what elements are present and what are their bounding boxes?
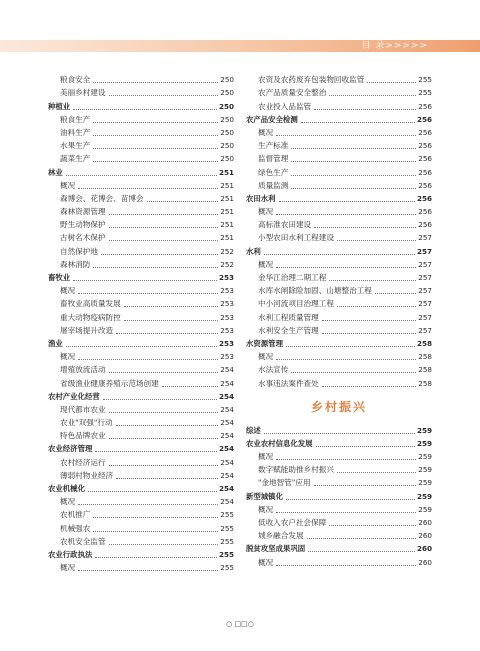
dot-leader <box>66 174 217 176</box>
dot-leader <box>78 503 218 505</box>
toc-entry-title: 森林消防 <box>60 259 91 269</box>
dot-leader <box>276 564 416 566</box>
toc-entry[interactable] <box>48 403 234 416</box>
toc-right-bottom-list <box>246 424 432 569</box>
toc-entry-page: 251 <box>220 207 234 217</box>
dot-leader <box>78 358 218 360</box>
toc-entry-page: 259 <box>418 465 432 475</box>
dot-leader <box>276 358 416 360</box>
toc-section-entry[interactable] <box>246 192 432 205</box>
toc-entry-page: 254 <box>218 444 234 454</box>
toc-entry[interactable] <box>246 450 432 463</box>
toc-entry-title: 质量监测 <box>258 180 289 190</box>
toc-entry-title: 综述 <box>246 425 261 435</box>
toc-entry-title: 概况 <box>258 207 274 217</box>
toc-entry-title: 低收入农户社会保障 <box>258 518 327 527</box>
dot-leader <box>308 550 415 552</box>
dot-leader <box>314 484 417 486</box>
dot-leader <box>78 292 218 294</box>
dot-leader <box>93 134 218 136</box>
dot-leader <box>314 108 416 110</box>
dot-leader <box>276 511 416 513</box>
toc-entry[interactable] <box>246 271 432 284</box>
toc-entry[interactable] <box>246 324 432 337</box>
dot-leader <box>78 187 218 189</box>
toc-entry-page: 254 <box>220 431 234 441</box>
dot-leader <box>276 134 416 136</box>
toc-entry-page: 259 <box>418 478 432 488</box>
toc-entry-title: 重大动物疫病防控 <box>60 312 121 322</box>
toc-entry-page: 256 <box>416 193 432 203</box>
toc-entry-page: 254 <box>220 404 234 414</box>
toc-entry-title: 概况 <box>258 504 274 514</box>
dot-leader <box>95 556 217 558</box>
dot-leader <box>109 239 219 241</box>
toc-section-entry[interactable] <box>48 271 234 284</box>
toc-entry-title: 概况 <box>60 352 76 362</box>
toc-entry-page: 257 <box>416 246 432 256</box>
toc-entry[interactable] <box>246 463 432 476</box>
toc-entry-page: 257 <box>418 299 432 309</box>
toc-entry-page: 255 <box>220 563 234 573</box>
dot-leader <box>264 253 415 255</box>
toc-entry-page: 253 <box>220 352 234 362</box>
toc-entry-page: 259 <box>416 438 432 448</box>
toc-entry-page: 251 <box>220 180 234 190</box>
toc-entry[interactable] <box>246 503 432 516</box>
dot-leader <box>367 81 416 83</box>
toc-entry[interactable] <box>48 179 234 192</box>
dot-leader <box>93 121 218 123</box>
dot-leader <box>291 187 416 189</box>
toc-section-entry[interactable] <box>246 424 432 437</box>
toc-entry-page: 256 <box>418 154 432 164</box>
toc-entry-page: 256 <box>418 220 432 230</box>
toc-entry-title: 农业投入品监管 <box>258 101 312 111</box>
dot-leader <box>147 200 219 202</box>
toc-entry[interactable] <box>48 205 234 218</box>
dot-leader <box>276 458 416 460</box>
toc-entry-page: 250 <box>218 101 234 111</box>
toc-entry-title: 特色品牌农业 <box>60 431 106 441</box>
toc-entry-page: 254 <box>220 365 234 375</box>
toc-entry-title: 水库水闸除险加固、山塘整治工程 <box>258 286 372 296</box>
page-footer: ○ □□○ <box>226 620 254 628</box>
toc-entry-title: 薄弱村物业经济 <box>60 470 114 480</box>
toc-entry-page: 253 <box>220 286 234 296</box>
toc-entry-page: 254 <box>220 418 234 428</box>
toc-entry-page: 257 <box>418 325 432 335</box>
toc-entry-page: 254 <box>220 470 234 480</box>
toc-entry[interactable] <box>48 363 234 376</box>
dot-leader <box>276 266 416 268</box>
dot-leader <box>109 371 219 373</box>
toc-entry-title: 现代都市农业 <box>60 404 106 414</box>
toc-entry-page: 256 <box>418 101 432 111</box>
toc-entry-page: 250 <box>220 127 234 137</box>
toc-entry[interactable] <box>48 495 234 508</box>
toc-entry-title: 农产品安全检测 <box>246 114 298 124</box>
toc-entry[interactable] <box>246 363 432 376</box>
toc-entry-title: 数字赋能助推乡村振兴 <box>258 465 334 475</box>
toc-entry-title: 省级渔业健康养殖示范场创建 <box>60 378 159 388</box>
toc-entry-title: 古树名木保护 <box>60 233 106 243</box>
toc-entry[interactable] <box>48 469 234 482</box>
toc-entry-title: 水利安全生产管理 <box>258 325 319 335</box>
toc-entry[interactable] <box>246 139 432 152</box>
dot-leader <box>124 319 219 321</box>
toc-section-entry[interactable] <box>246 437 432 450</box>
toc-entry-title: 水利 <box>246 246 261 256</box>
toc-entry[interactable] <box>246 516 432 529</box>
dot-leader <box>329 94 416 96</box>
toc-entry-title: 屠宰场提升改造 <box>60 325 114 335</box>
dot-leader <box>124 305 219 307</box>
dot-leader <box>109 543 219 545</box>
toc-entry-title: 概况 <box>60 180 76 190</box>
toc-entry[interactable] <box>246 205 432 218</box>
dot-leader <box>88 490 217 492</box>
toc-entry[interactable] <box>48 113 234 126</box>
toc-entry[interactable] <box>246 284 432 297</box>
toc-entry-title: 农机安全监管 <box>60 536 106 546</box>
dot-leader <box>337 239 416 241</box>
toc-entry[interactable] <box>48 73 234 86</box>
toc-header-title: 目 录>>>>> <box>361 41 428 51</box>
toc-entry-title: 城乡融合发展 <box>258 531 304 541</box>
toc-entry[interactable] <box>246 73 432 86</box>
toc-entry-title: 新型城镇化 <box>246 491 283 501</box>
toc-entry[interactable] <box>48 139 234 152</box>
toc-entry-title: 生产标准 <box>258 141 289 151</box>
toc-entry-title: 概况 <box>258 452 274 462</box>
toc-entry-title: 渔业 <box>48 338 63 348</box>
toc-entry[interactable] <box>246 258 432 271</box>
toc-entry-title: 概况 <box>60 497 76 507</box>
dot-leader <box>291 147 416 149</box>
toc-entry-title: 农业"双强"行动 <box>60 418 113 428</box>
toc-entry-title: 监督管理 <box>258 154 289 164</box>
toc-entry[interactable] <box>246 165 432 178</box>
toc-entry[interactable] <box>48 535 234 548</box>
toc-entry-page: 253 <box>218 273 234 282</box>
toc-entry[interactable] <box>48 218 234 231</box>
toc-entry[interactable] <box>48 324 234 337</box>
toc-entry-title: 水利工程质量管理 <box>258 312 319 322</box>
dot-leader <box>291 174 416 176</box>
dot-leader <box>307 537 417 539</box>
toc-entry-page: 258 <box>418 365 432 375</box>
toc-entry-page: 253 <box>220 312 234 322</box>
toc-entry-page: 254 <box>220 457 234 467</box>
toc-entry[interactable] <box>246 86 432 99</box>
dot-leader <box>337 471 416 473</box>
dot-leader <box>116 332 218 334</box>
toc-entry-page: 256 <box>418 207 432 217</box>
toc-entry-page: 256 <box>418 127 432 137</box>
dot-leader <box>66 345 217 347</box>
toc-entry-title: 林业 <box>48 167 63 177</box>
dot-leader <box>329 524 416 526</box>
toc-entry-page: 257 <box>418 273 432 282</box>
dot-leader <box>322 319 417 321</box>
toc-entry[interactable] <box>246 376 432 389</box>
toc-entry-page: 256 <box>418 167 432 177</box>
toc-entry[interactable] <box>246 152 432 165</box>
toc-entry-title: 增殖放流活动 <box>60 365 106 375</box>
toc-entry-page: 254 <box>220 378 234 388</box>
toc-entry-title: 水事违法案件查处 <box>258 378 319 388</box>
toc-entry-page: 251 <box>220 233 234 243</box>
toc-entry-page: 250 <box>220 114 234 124</box>
dot-leader <box>322 385 417 387</box>
toc-entry[interactable] <box>48 297 234 310</box>
toc-entry-page: 260 <box>416 544 432 554</box>
toc-entry-title: 小型农田水利工程建设 <box>258 233 334 243</box>
toc-entry-title: 概况 <box>60 286 76 296</box>
toc-entry[interactable] <box>48 86 234 99</box>
dot-leader <box>93 81 218 83</box>
toc-entry-page: 255 <box>220 510 234 520</box>
toc-entry-title: 水资源管理 <box>246 338 283 348</box>
dot-leader <box>316 445 415 447</box>
toc-entry[interactable] <box>48 310 234 323</box>
toc-section-entry[interactable] <box>48 482 234 495</box>
toc-section-entry[interactable] <box>48 337 234 350</box>
toc-entry-page: 257 <box>418 259 432 269</box>
toc-entry[interactable] <box>246 231 432 244</box>
dot-leader <box>109 94 219 96</box>
toc-entry-title: 概况 <box>258 557 274 567</box>
dot-leader <box>109 411 219 413</box>
toc-section-entry[interactable] <box>48 442 234 455</box>
toc-section-entry[interactable] <box>246 542 432 555</box>
toc-entry-title: 高标准农田建设 <box>258 220 312 230</box>
toc-entry-title: 畜牧业 <box>48 273 71 282</box>
toc-entry[interactable] <box>246 476 432 489</box>
toc-entry-page: 257 <box>418 312 432 322</box>
toc-entry-title: 农产品质量安全整治 <box>258 88 327 98</box>
dot-leader <box>286 498 415 500</box>
dot-leader <box>301 121 415 123</box>
toc-entry-title: 自然保护地 <box>60 246 98 256</box>
toc-entry-page: 252 <box>220 246 234 256</box>
toc-entry-page: 254 <box>220 497 234 507</box>
toc-entry-page: 250 <box>220 88 234 98</box>
toc-section-entry[interactable] <box>246 244 432 257</box>
toc-entry[interactable] <box>48 508 234 521</box>
toc-section-entry[interactable] <box>246 489 432 502</box>
toc-entry-title: 农业经济管理 <box>48 444 93 454</box>
toc-entry[interactable] <box>48 561 234 574</box>
toc-entry-title: 农资及农药废弃包装物回收监管 <box>258 75 365 85</box>
dot-leader <box>329 279 416 281</box>
toc-entry-title: 农村产业化经营 <box>48 391 100 401</box>
dot-leader <box>276 213 416 215</box>
toc-entry-page: 250 <box>220 75 234 85</box>
toc-entry-page: 260 <box>418 531 432 541</box>
toc-entry-title: 脱贫攻坚成果巩固 <box>246 544 306 554</box>
dot-leader <box>116 424 219 426</box>
toc-entry-page: 259 <box>416 491 432 501</box>
dot-leader <box>286 345 415 347</box>
toc-left-column <box>48 73 234 574</box>
dot-leader <box>101 253 218 255</box>
toc-entry[interactable] <box>246 529 432 542</box>
toc-entry-page: 258 <box>418 352 432 362</box>
toc-entry[interactable] <box>48 231 234 244</box>
toc-entry-title: 野生动物保护 <box>60 220 106 230</box>
toc-entry-title: 中小河流项目治理工程 <box>258 299 334 309</box>
dot-leader <box>93 516 218 518</box>
toc-entry-title: 粮食生产 <box>60 114 91 124</box>
toc-entry[interactable] <box>48 284 234 297</box>
toc-entry-page: 254 <box>218 391 234 401</box>
dot-leader <box>93 147 218 149</box>
toc-entry-title: 美丽乡村建设 <box>60 88 106 98</box>
toc-entry[interactable] <box>246 310 432 323</box>
toc-right-column <box>246 73 432 569</box>
toc-entry-title: 农村经济运行 <box>60 457 106 467</box>
toc-entry-page: 255 <box>218 549 234 559</box>
toc-entry[interactable] <box>246 555 432 568</box>
toc-entry-page: 259 <box>418 452 432 462</box>
dot-leader <box>109 464 219 466</box>
toc-section-entry[interactable] <box>48 99 234 112</box>
dot-leader <box>322 332 417 334</box>
toc-entry-title: 粮食安全 <box>60 75 91 85</box>
toc-entry-page: 255 <box>220 523 234 533</box>
toc-entry-title: 概况 <box>60 563 76 573</box>
dot-leader <box>93 266 218 268</box>
dot-leader <box>95 450 217 452</box>
toc-entry[interactable] <box>48 258 234 271</box>
toc-entry[interactable] <box>48 126 234 139</box>
dot-leader <box>109 213 219 215</box>
toc-entry-title: 绿色生产 <box>258 167 289 177</box>
dot-leader <box>73 108 217 110</box>
toc-entry-page: 254 <box>218 484 234 493</box>
dot-leader <box>78 569 218 571</box>
toc-entry-page: 256 <box>418 141 432 151</box>
dot-leader <box>291 371 416 373</box>
toc-entry-title: 概况 <box>258 259 274 269</box>
toc-entry-page: 257 <box>418 286 432 296</box>
section-heading-rural-revitalization: 乡村振兴 <box>310 400 367 414</box>
toc-entry-title: 机械强农 <box>60 523 91 533</box>
toc-entry-title: 概况 <box>258 127 274 137</box>
toc-entry[interactable] <box>246 99 432 112</box>
toc-entry-page: 253 <box>220 299 234 309</box>
toc-entry-page: 260 <box>418 518 432 527</box>
toc-entry-page: 255 <box>418 75 432 85</box>
dot-leader <box>109 226 219 228</box>
toc-entry-page: 255 <box>220 536 234 546</box>
dot-leader <box>93 530 218 532</box>
toc-entry[interactable] <box>246 126 432 139</box>
toc-entry-title: 种植业 <box>48 101 71 111</box>
toc-section-entry[interactable] <box>246 113 432 126</box>
toc-entry[interactable] <box>48 429 234 442</box>
toc-entry-title: 水果生产 <box>60 141 91 151</box>
toc-entry-title: 油料生产 <box>60 127 91 137</box>
toc-right-top-list <box>246 73 432 390</box>
toc-section-entry[interactable] <box>48 165 234 178</box>
toc-entry-title: 农业机械化 <box>48 484 85 493</box>
toc-entry[interactable] <box>246 179 432 192</box>
dot-leader <box>109 437 219 439</box>
toc-entry-page: 252 <box>220 259 234 269</box>
dot-leader <box>337 305 416 307</box>
toc-entry-title: 概况 <box>258 352 274 362</box>
dot-leader <box>162 385 219 387</box>
toc-entry-page: 256 <box>418 180 432 190</box>
toc-entry-page: 257 <box>418 233 432 243</box>
toc-entry-title: 畜牧业高质量发展 <box>60 299 121 309</box>
toc-entry-page: 253 <box>218 338 234 348</box>
dot-leader <box>375 292 416 294</box>
toc-entry[interactable] <box>246 218 432 231</box>
toc-section-entry[interactable] <box>48 390 234 403</box>
dot-leader <box>291 160 416 162</box>
toc-entry-page: 251 <box>220 220 234 230</box>
toc-entry-title: 森林资源管理 <box>60 207 106 217</box>
toc-entry-page: 253 <box>220 325 234 335</box>
toc-entry-page: 259 <box>418 504 432 514</box>
toc-entry-page: 258 <box>418 378 432 388</box>
toc-entry[interactable] <box>48 455 234 468</box>
dot-leader <box>279 200 415 202</box>
toc-entry[interactable] <box>48 244 234 257</box>
toc-entry-title: 蔬菜生产 <box>60 154 91 164</box>
dot-leader <box>103 398 217 400</box>
dot-leader <box>93 160 218 162</box>
toc-entry-title: 农机推广 <box>60 510 91 520</box>
toc-entry[interactable] <box>48 192 234 205</box>
toc-entry-page: 251 <box>220 193 234 203</box>
dot-leader <box>264 432 415 434</box>
dot-leader <box>73 279 217 281</box>
toc-entry-page: 258 <box>416 338 432 348</box>
toc-entry[interactable] <box>48 350 234 363</box>
toc-entry[interactable] <box>246 297 432 310</box>
toc-entry-title: 农田水利 <box>246 193 276 203</box>
toc-section-entry[interactable] <box>246 337 432 350</box>
dot-leader <box>116 477 218 479</box>
toc-entry[interactable] <box>48 376 234 389</box>
toc-entry-page: 256 <box>416 114 432 124</box>
toc-entry-page: 255 <box>418 88 432 98</box>
toc-entry-title: "金地智管"应用 <box>258 478 311 488</box>
toc-entry-title: 森博会、花博会、苗博会 <box>60 193 144 203</box>
toc-entry-page: 259 <box>416 425 432 435</box>
toc-entry[interactable] <box>48 152 234 165</box>
toc-entry-page: 250 <box>220 141 234 151</box>
toc-entry-title: 水法宣传 <box>258 365 289 375</box>
toc-entry-title: 农业行政执法 <box>48 549 93 559</box>
toc-entry-title: 农业农村信息化发展 <box>246 438 313 448</box>
toc-entry[interactable] <box>246 350 432 363</box>
toc-entry[interactable] <box>48 416 234 429</box>
toc-entry-page: 250 <box>220 154 234 164</box>
dot-leader <box>314 226 416 228</box>
toc-entry[interactable] <box>48 521 234 534</box>
toc-entry-title: 金华江治理二期工程 <box>258 273 327 282</box>
toc-section-entry[interactable] <box>48 548 234 561</box>
toc-entry-page: 251 <box>218 167 234 177</box>
toc-entry-page: 260 <box>418 557 432 567</box>
